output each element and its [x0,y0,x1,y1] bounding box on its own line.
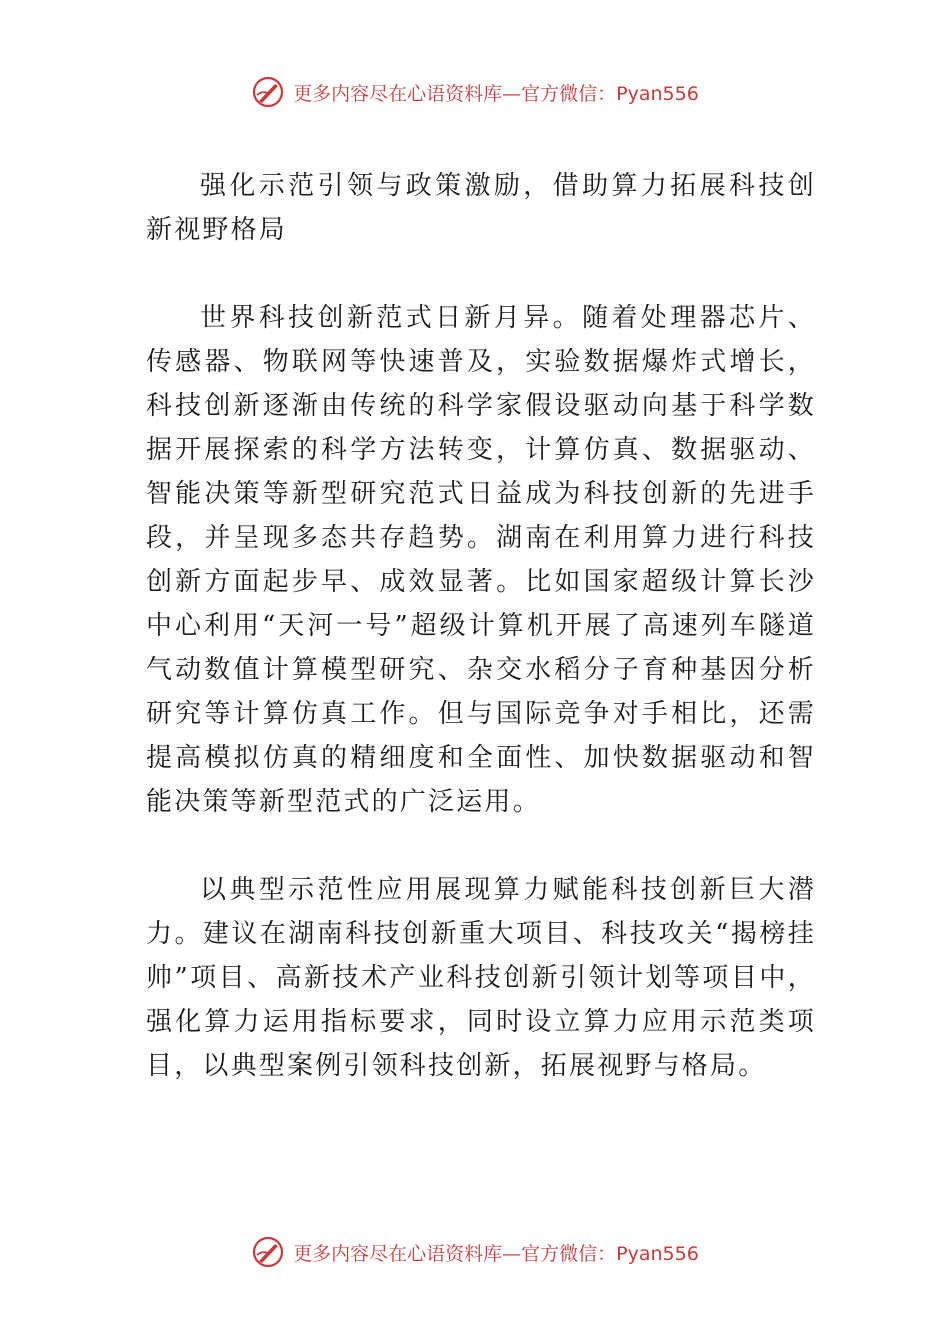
banner-main-text: 更多内容尽在心语资料库—官方微信： [293,82,617,105]
wechat-id: Pyan556 [616,1242,699,1265]
header-banner [0,72,950,112]
banner-text [293,1239,699,1266]
paragraph-2: 以典型示范性应用展现算力赋能科技创新巨大潜力。建议在湖南科技创新重大项目、科技攻关“揭榜挂帅”项目、高新技术产业科技创新引领计划等项目中，强化算力运用指标要求，同时设立算力应用示范类项目，以典型案例引领科技创新，拓展视野与格局。 [146,875,816,1081]
section-heading: 强化示范引领与政策激励，借助算力拓展科技创新视野格局 [146,171,816,245]
wechat-id: Pyan556 [616,82,699,105]
quill-pen-seal-icon [251,75,285,109]
quill-pen-seal-icon [251,1235,285,1269]
banner-main-text: 更多内容尽在心语资料库—官方微信： [293,1242,617,1265]
banner-text [293,79,699,106]
footer-banner [0,1232,950,1272]
paragraph-1: 世界科技创新范式日新月异。随着处理器芯片、传感器、物联网等快速普及，实验数据爆炸式增长，科技创新逐渐由传统的科学家假设驱动向基于科学数据开展探索的科学方法转变，计算仿真、数据驱动、智能决策等新型研究范式日益成为科技创新的先进手段，并呈现多态共存趋势。湖南在利用算力进行科技创新方面起步早、成效显著。比如国家超级计算长沙中心利用“天河一号”超级计算机开展了高速列车隧道气动数值计算模型研究、杂交水稻分子育种基因分析研究等计算仿真工作。但与国际竞争对手相比，还需提高模拟仿真的精细度和全面性、加快数据驱动和智能决策等新型范式的广泛运用。 [146,303,816,817]
document-body [146,164,816,1088]
